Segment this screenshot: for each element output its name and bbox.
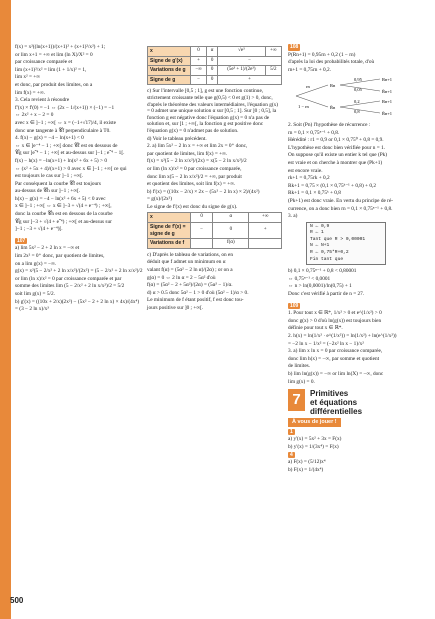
exercise-108-header — [288, 44, 430, 51]
tree-label: 1 − rn — [298, 104, 309, 110]
text-line: d'après la loi des probabilités totale, d'où — [288, 59, 375, 66]
text-line: b) F(x) = 1/(4x⁴) — [288, 466, 324, 473]
text-line: R ← 1 — [310, 230, 324, 236]
table-cell: 0 — [207, 75, 218, 85]
text-line: R ← 0,75*R+0,2 — [310, 250, 349, 256]
col3-text-2 — [288, 268, 430, 297]
text-line: et quotient des limites, soit lim f(x) = +∞. — [147, 181, 236, 188]
text-line: N ← 0,9 — [310, 223, 330, 229]
table-cell: 0 — [213, 223, 249, 239]
text-line: a) F(x) = (5/12)x⁴ — [288, 459, 326, 466]
variation-table-g — [147, 46, 282, 85]
table-cell — [190, 239, 212, 249]
col2-text-2 — [147, 252, 282, 312]
table-label: Variations de g — [148, 66, 191, 76]
text-line: Par conséquent la courbe 𝒞f est toujours — [15, 180, 101, 187]
chapter-number: 7 — [288, 389, 305, 411]
text-line: de limites. — [288, 363, 311, 370]
chapter-title-line: différentielles — [310, 407, 363, 417]
text-line: ⇔ 0,75ⁿ⁻¹ < 0,0001 — [288, 275, 331, 282]
exercise-1-text — [288, 436, 430, 450]
text-line: donc lim x(5 − 2 ln x/x²)/2 = +∞, par produit — [147, 173, 242, 180]
exercise-number: 108 — [290, 44, 299, 50]
text-line: valant f(α) = (5α² − 2 ln α)/(2α) ; or on a — [147, 267, 233, 274]
table-cell — [249, 239, 282, 249]
text-line: avec x ∈ ]−1 ; +∞[ ⇔ x = (−1+√17)/4, il existe — [15, 119, 116, 126]
text-line: jours positive sur ]0 ; +∞[. — [147, 305, 204, 311]
text-line: a) y'(x) = 5x² + 3x = F(x) — [288, 436, 342, 443]
chapter-heading — [288, 389, 430, 415]
text-line: ]−1 ; −3 + √(4 + e⁻⁴)[. — [15, 226, 63, 233]
tree-label: R̄n+1 — [382, 111, 393, 117]
text-line: Le minimum de f étant positif, f est donc tou- — [147, 297, 244, 304]
text-line: 3. a) — [288, 213, 298, 220]
text-line: P(Rn+1) = 0,95rn + 0,2 (1 − rn) — [288, 51, 356, 58]
table-cell: α — [213, 213, 249, 223]
column-middle — [147, 44, 282, 313]
text-line: 2. h(x) = ln(1/x² · e^(1/x²)) = ln(1/x²) + ln(e^(1/x²)) — [288, 333, 397, 339]
text-line: b) g'(x) = ((10x + 2/x)(2x²) − (5x² − 2 + 2 ln x) × 4x)/(4x⁴) — [15, 298, 140, 305]
text-line: lim f(x) = +∞. — [15, 89, 46, 96]
text-line: or lim x+1 = +∞ et lim (ln X)/X² = 0 — [15, 51, 93, 58]
text-line: a) lim 5x² − 2 + 2 ln x = −∞ et — [15, 245, 80, 252]
exercise-number: 109 — [290, 302, 299, 309]
text-line: x ∈ ]−1 ; +∞[ ⇔ x ∈ ]−3 + √(4 + e⁻⁴) ; +∞[, — [15, 203, 112, 210]
exercise-number: 1 — [290, 428, 293, 435]
text-line: f(α) = (5α² − 2 + 5α²)/(2α) = (5α² − 1)/α. — [147, 282, 233, 289]
text-line: soit lim g(x) = 5/2. — [15, 291, 55, 297]
text-line: f(x) − h(x) = −ln(x+1) + ln(x² + 6x + 5) > 0 — [15, 157, 107, 164]
table-cell: + — [218, 75, 282, 85]
page-number: 500 — [10, 596, 24, 605]
text-line: b) lim ln(g(x)) = −∞ or lim ln(X) = −∞, donc — [288, 370, 384, 377]
text-line: Le signe de f'(x) est donc du signe de g(x). — [147, 203, 238, 210]
chapter-color-band — [0, 0, 11, 619]
text-line: définie pour tout x ∈ ℝ*. — [288, 325, 343, 332]
a-vous-de-jouer-banner: À vous de jouer ! — [288, 418, 341, 427]
table-cell: 0 — [190, 47, 206, 57]
text-line: Tant que R > 0,00001 — [310, 236, 366, 242]
table-cell: + — [190, 56, 206, 66]
text-line: donc g(x) > 0 d'où ln(g(x)) est toujours bien — [288, 317, 382, 324]
text-line: donc la courbe 𝒞h est en dessous de la courbe — [15, 211, 113, 218]
text-line: par quotient de limites, lim f(x) = +∞. — [147, 150, 228, 157]
text-line: 𝒞g sur ]e⁻⁴ − 1 ; +∞[ et au-dessus sur ]−1 ; e⁻⁴ − 1[. — [15, 150, 125, 157]
exercise-109-text — [288, 310, 430, 385]
text-line: Fin tant que — [310, 256, 344, 262]
table-label: x — [148, 47, 191, 57]
text-line: ⇔ (x² + 5x + 4)/(x+1) > 0 avec x ∈ ]−1 ; +∞[ ce qui — [15, 165, 127, 172]
variation-table-f — [147, 212, 282, 248]
text-line: ⇔ 2x² + x − 2 = 0 — [15, 112, 54, 119]
text-line: rn+1 = 0,75rn + 0,2. — [288, 66, 331, 73]
text-line: 2. a) lim 5x² − 2 ln x = +∞ et lim 2x = 0⁺ donc, — [147, 143, 248, 150]
text-line: et donc, par produit des limites, on a — [15, 81, 93, 88]
paragraph-c: c) Sur l'intervalle [0,5 ; 1], g est une fonction continue, strictement croissante telle que g(0,5) < 0 et g(1) > 0, donc, d'après le théorème des valeurs intermédiaires, l'équation g(x) = 0 admet une unique solution α sur [0,5 ; 1]. Sur ]0 ; 0,5], la fonction g est négative donc l'équation g(x) = 0 n'a pas de solution et, sur [1 ; +∞[, la fonction g est positive donc l'équation g(x) = 0 n'admet pas de solution. — [147, 88, 279, 134]
text-line: lim (x+1)²/x² = lim (1 + 1/x)² = 1, — [15, 66, 87, 73]
text-line: f(x) = x²((ln(x+1))/(x+1)² + (x+1)²/x²) + 1; — [15, 44, 106, 50]
text-line: lim 2x² = 0⁺ donc, par quotient de limites, — [15, 253, 105, 260]
paragraph-d: d) Voir le tableau précédent. — [147, 135, 207, 142]
text-line: currence, on a donc bien rn = 0,1 × 0,75ⁿ⁻¹ + 0,8. — [288, 205, 393, 212]
chapter-title-line: Primitives — [310, 389, 349, 399]
text-line: L'hypothèse est donc bien vérifiée pour n = 1. — [288, 144, 386, 151]
table-label: Signe de f'(x) = signe de g — [148, 223, 191, 239]
exercise-number: 107 — [17, 237, 26, 244]
text-line: ⇔ n > ln(0,0001)/ln(0,75) + 1 — [288, 283, 352, 290]
text-line: somme des limites lim (5 − 2/x² + 2 ln x/x²)/2 = 5/2 — [15, 283, 125, 290]
text-line: lim x² = +∞ — [15, 74, 41, 81]
text-line: au-dessus de 𝒞h sur ]−1 ; +∞[. — [15, 188, 81, 195]
exercise-107-text — [15, 245, 143, 312]
exercise-1-header — [288, 429, 430, 436]
tree-label: Rn — [330, 83, 336, 89]
tree-label: R̄n+1 — [382, 89, 393, 95]
text-line: = (3 − 2 ln x)/x³ — [15, 306, 49, 313]
text-line: or lim (ln x)/x² = 0 par croissance comparée et par — [15, 275, 122, 282]
exercise-4-header — [288, 452, 430, 459]
table-cell: f(α) — [213, 239, 249, 249]
text-line: d) α > 0.5 donc 5α² − 1 > 0 d'où (5α² − 1)/α > 0. — [147, 289, 249, 296]
table-label: Signe de g'(x) — [148, 56, 191, 66]
tree-label: Rn+1 — [382, 99, 393, 105]
exercise-107-header — [15, 238, 143, 245]
table-cell: 0 — [190, 213, 212, 223]
algorithm-box — [306, 222, 386, 266]
text-line: c) D'après le tableau de variations, on en — [147, 251, 233, 258]
column-left — [15, 44, 143, 314]
text-line: Rk+1 = 0,1 × 0,75ᵏ + 0,8 — [288, 190, 341, 197]
text-line: f(x) = x²(5 − 2 ln x/x²)/(2x) = x(5 − 2 ln x/x²)/2 — [147, 158, 247, 165]
text-line: donc une tangente à 𝒞f perpendiculaire à T0. — [15, 127, 111, 134]
text-line: Rk+1 = 0,75 × (0,1 × 0,75ᵏ⁻¹ + 0,8) + 0,2 — [288, 182, 376, 189]
text-line: Hérédité : r1 = 0,9 or 0,1 × 0,75⁰ + 0,8 = 0,9. — [288, 137, 384, 144]
col1-text — [15, 44, 143, 233]
exercise-4-text — [288, 459, 430, 473]
table-cell: − — [218, 56, 282, 66]
text-line: b) f'(x) = ((10x − 2/x) × 2x − (5x² − 2 ln x) × 2)/(4x²) — [147, 188, 260, 195]
tree-label: 0,95 — [354, 77, 362, 83]
tree-label: 0,05 — [354, 87, 362, 93]
table-cell: 5/2 — [265, 66, 281, 76]
column-right — [288, 44, 430, 474]
text-line: (Pk+1) est donc vraie. En vertu du principe de ré- — [288, 197, 394, 204]
exercise-108-text — [288, 52, 430, 74]
tree-label: Rn+1 — [382, 77, 393, 83]
text-line: est vraie et on cherche à montrer que (Pk+1) — [288, 159, 383, 166]
text-line: 2. Soit (Pn) l'hypothèse de récurrence : — [288, 121, 371, 128]
table-cell: 0 — [207, 56, 218, 66]
text-line: f'(x) × f'(0) = −1 ⇔ (2x − 1/(x+1)) × (−1) = −1 — [15, 104, 115, 111]
tree-label: 0,2 — [354, 99, 360, 105]
table-cell: (5e³ + 1)/(2e³) — [218, 66, 266, 76]
text-line: par croissance comparée et — [15, 59, 73, 66]
text-line: 1. Pour tout x ∈ ℝ*, 1/x² > 0 et e^(1/x²) > 0 — [288, 310, 382, 317]
table-cell: √e³ — [218, 47, 266, 57]
text-line: lim g(x) = 0. — [288, 378, 315, 385]
table-label: Signe de g — [148, 75, 191, 85]
text-line: ⇔ x ∈ ]e⁻⁴ − 1 ; +∞[ donc 𝒞f est en dessous de — [15, 142, 118, 149]
text-line: b) y'(x) = 1/(3x⁴) = F(x) — [288, 443, 339, 450]
text-line: b) 0,1 × 0,75ⁿ⁻¹ + 0,8 < 0,80001 — [288, 268, 357, 275]
text-line: h(x) − g(x) = −4 − ln(x² + 6x + 5) < 0 avec — [15, 195, 106, 202]
col3-text — [288, 122, 430, 220]
text-line: est encore vraie. — [288, 167, 323, 174]
table-label: x — [148, 213, 191, 223]
text-line: est toujours le cas sur ]−1 ; +∞[. — [15, 173, 84, 180]
text-line: = −2 ln x − 1/x² = (−2x² ln x − 1)/x² — [288, 340, 364, 347]
chapter-title — [310, 389, 362, 416]
table-cell: +∞ — [249, 213, 282, 223]
text-line: Donc c'est vérifié à partir de n = 27. — [288, 291, 365, 298]
table-cell: + — [249, 223, 282, 239]
table-cell: α — [207, 47, 218, 57]
table-cell: +∞ — [265, 47, 281, 57]
text-line: rn = 0,1 × 0,75ⁿ⁻¹ + 0,8. — [288, 129, 340, 136]
text-line: N ← N+1 — [310, 243, 330, 249]
text-line: g(x) = x²(5 − 2/x² + 2 ln x/x²)/(2x²) = (5 − 2/x² + 2 ln x/x²)/2 — [15, 268, 143, 275]
text-line: on a lim g(x) = −∞. — [15, 260, 57, 267]
text-line: 3. a) lim x ln x = 0 par croissance comparée, — [288, 348, 383, 355]
table-cell: −∞ — [190, 66, 206, 76]
exercise-109-header — [288, 303, 430, 310]
text-line: rk+1 = 0,75rk + 0,2 — [288, 175, 330, 182]
table-cell: − — [190, 223, 212, 239]
table-cell: 0 — [207, 66, 218, 76]
exercise-number: 4 — [290, 451, 293, 458]
table-cell: − — [190, 75, 206, 85]
tree-label: rn — [306, 84, 310, 90]
text-line: = g(x)/(2x²) — [147, 196, 173, 203]
text-line: or lim (ln x)/x² = 0 par croissance comparée, — [147, 165, 242, 172]
text-line: On suppose qu'il existe un entier k tel que (Pk) — [288, 152, 388, 159]
text-line: 𝒞g sur ]−3 + √(4 + e⁻⁴) ; +∞[ et au-dessus sur — [15, 218, 112, 225]
tree-label: 0,8 — [354, 109, 360, 115]
text-line: 4. f(x) − g(x) = −4 − ln(x+1) < 0 — [15, 135, 84, 142]
text-line: g(α) = 0 ⇔ 2 ln α = 2 − 5α² d'où — [147, 274, 216, 281]
chapter-title-line: et équations — [310, 398, 358, 408]
probability-tree — [288, 76, 428, 116]
table-label: Variations de f — [148, 239, 191, 249]
tree-label: R̄n — [330, 105, 336, 111]
text-line: donc lim h(x) = −∞, par somme et quotient — [288, 355, 380, 362]
text-line: déduit que f admet un minimum en α — [147, 259, 226, 266]
col2-text — [147, 143, 282, 210]
text-line: 3. Cela revient à résoudre — [15, 97, 70, 104]
